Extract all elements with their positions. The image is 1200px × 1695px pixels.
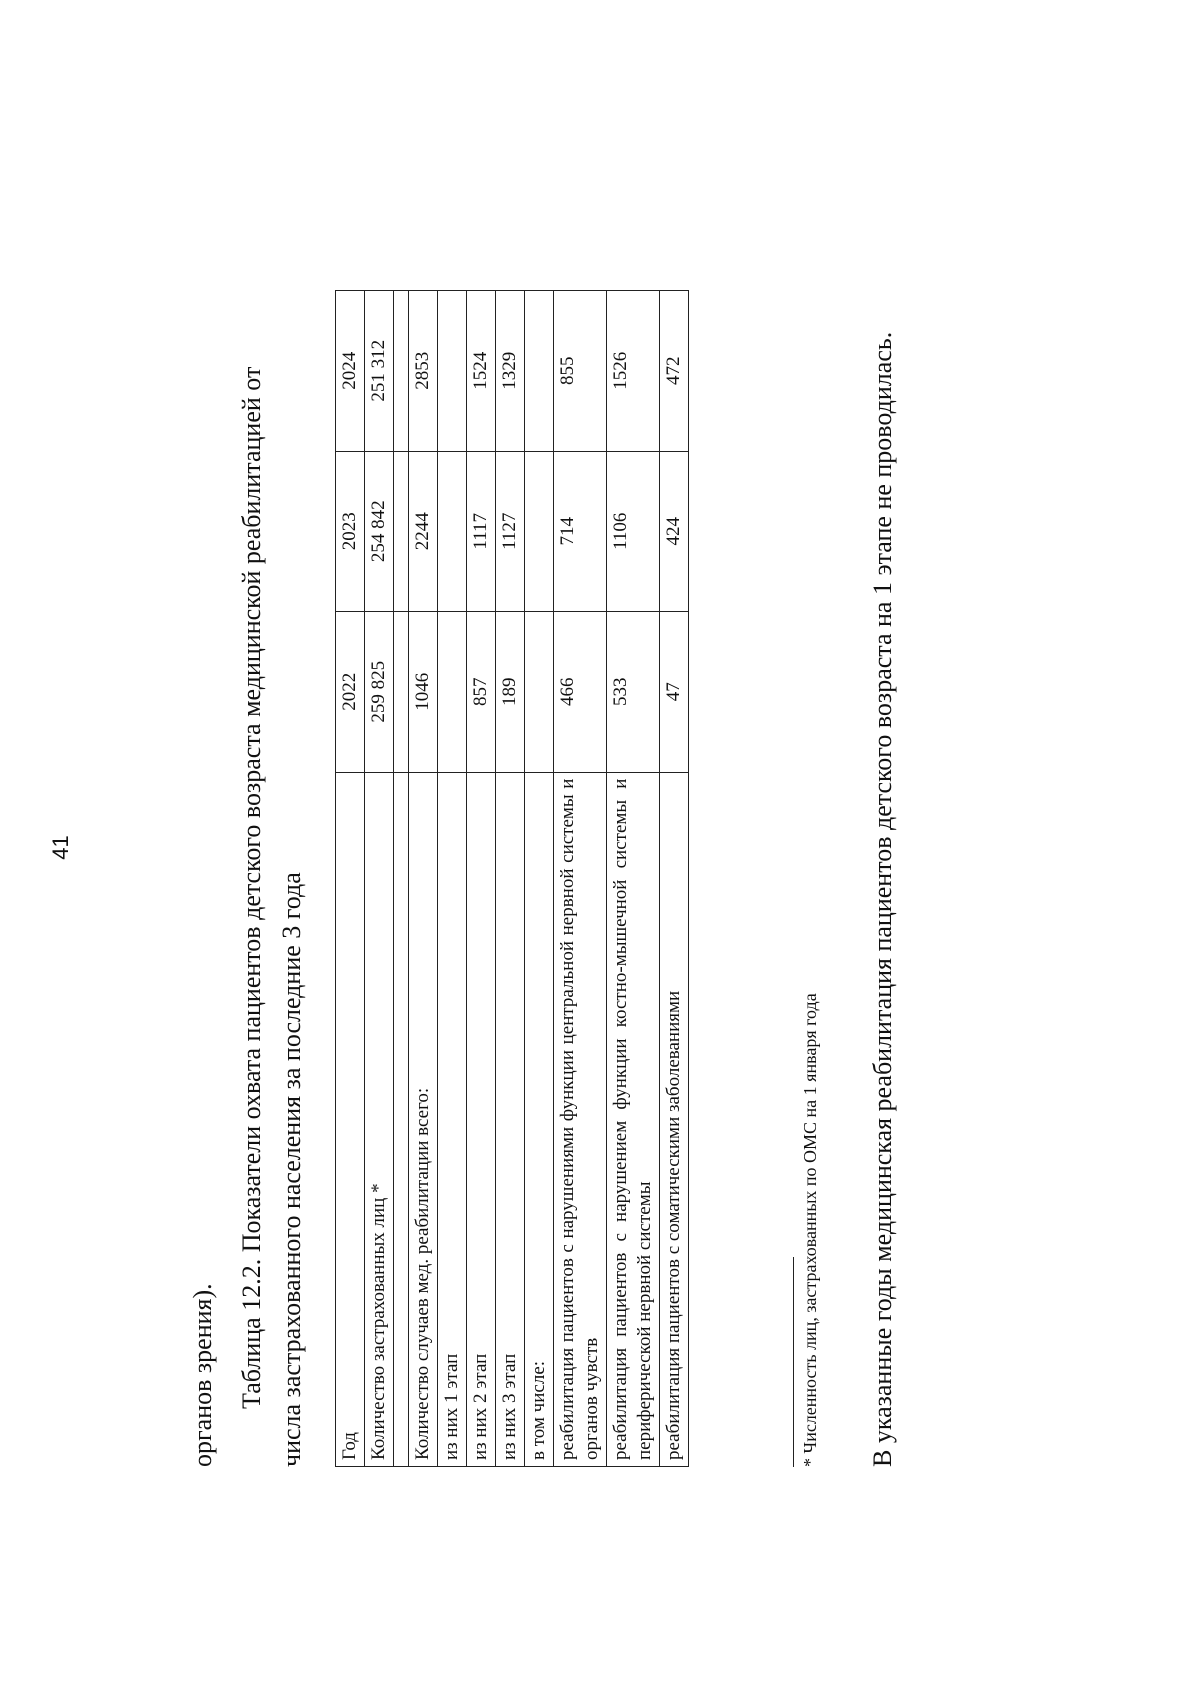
value-cell: 1127 [496, 451, 525, 612]
value-cell: 855 [554, 291, 607, 452]
value-cell: 424 [660, 451, 689, 612]
header-year-cell: 2022 [336, 612, 365, 773]
table-row [409, 291, 438, 1467]
table-caption: Таблица 12.2. Показатели охвата пациентов детского возраста медицинской реабилитацией от числа застрахованного населения за последние 3 года [237, 366, 306, 1467]
table-row [365, 291, 394, 1467]
table-header-row [336, 291, 365, 1467]
value-cell: 1329 [496, 291, 525, 452]
value-cell [525, 612, 554, 773]
value-cell: 1526 [607, 291, 660, 452]
header-label-cell: Год [336, 772, 365, 1466]
row-label-cell: в том числе: [525, 772, 554, 1466]
value-cell: 189 [496, 612, 525, 773]
intro-text: органов зрения). [188, 1283, 217, 1467]
table-row [525, 291, 554, 1467]
table-spacer-row [394, 291, 409, 1467]
value-cell [438, 291, 467, 452]
value-cell: 1106 [607, 451, 660, 612]
value-cell [438, 612, 467, 773]
value-cell: 2244 [409, 451, 438, 612]
table-row [607, 291, 660, 1467]
value-cell: 1524 [467, 291, 496, 452]
value-cell: 47 [660, 612, 689, 773]
row-label-cell: Количество застрахованных лиц * [365, 772, 394, 1466]
value-cell: 533 [607, 612, 660, 773]
row-label-cell: Количество случаев мед. реабилитации всего: [409, 772, 438, 1466]
row-label-cell: из них 1 этап [438, 772, 467, 1466]
value-cell [525, 291, 554, 452]
page-number: 41 [48, 835, 73, 860]
value-cell: 251 312 [365, 291, 394, 452]
value-cell [525, 451, 554, 612]
row-label-cell: реабилитация пациентов с нарушением функции костно-мышечной системы и периферической нервной системы [607, 772, 660, 1466]
row-label-cell: реабилитация пациентов с нарушениями функции центральной нервной системы и органов чувств [554, 772, 607, 1466]
value-cell: 466 [554, 612, 607, 773]
table-row [554, 291, 607, 1467]
header-year-cell: 2024 [336, 291, 365, 452]
footnote-divider [793, 1257, 794, 1467]
row-label-cell: реабилитация пациентов с соматическими заболеваниями [660, 772, 689, 1466]
value-cell: 254 842 [365, 451, 394, 612]
rehabilitation-coverage-table [335, 290, 689, 1467]
value-cell: 714 [554, 451, 607, 612]
row-label-cell: из них 3 этап [496, 772, 525, 1466]
row-label-cell: из них 2 этап [467, 772, 496, 1466]
header-year-cell: 2023 [336, 451, 365, 612]
value-cell: 2853 [409, 291, 438, 452]
value-cell: 1046 [409, 612, 438, 773]
body-paragraph: В указанные годы медицинская реабилитация пациентов детского возраста на 1 этапе не проводилась. [868, 331, 897, 1467]
table-footnote: * Численность лиц, застрахованных по ОМС на 1 января года [800, 993, 820, 1467]
table-row [467, 291, 496, 1467]
value-cell: 1117 [467, 451, 496, 612]
value-cell: 259 825 [365, 612, 394, 773]
value-cell: 857 [467, 612, 496, 773]
table-row [496, 291, 525, 1467]
value-cell [438, 451, 467, 612]
table-row [438, 291, 467, 1467]
value-cell: 472 [660, 291, 689, 452]
table-row [660, 291, 689, 1467]
